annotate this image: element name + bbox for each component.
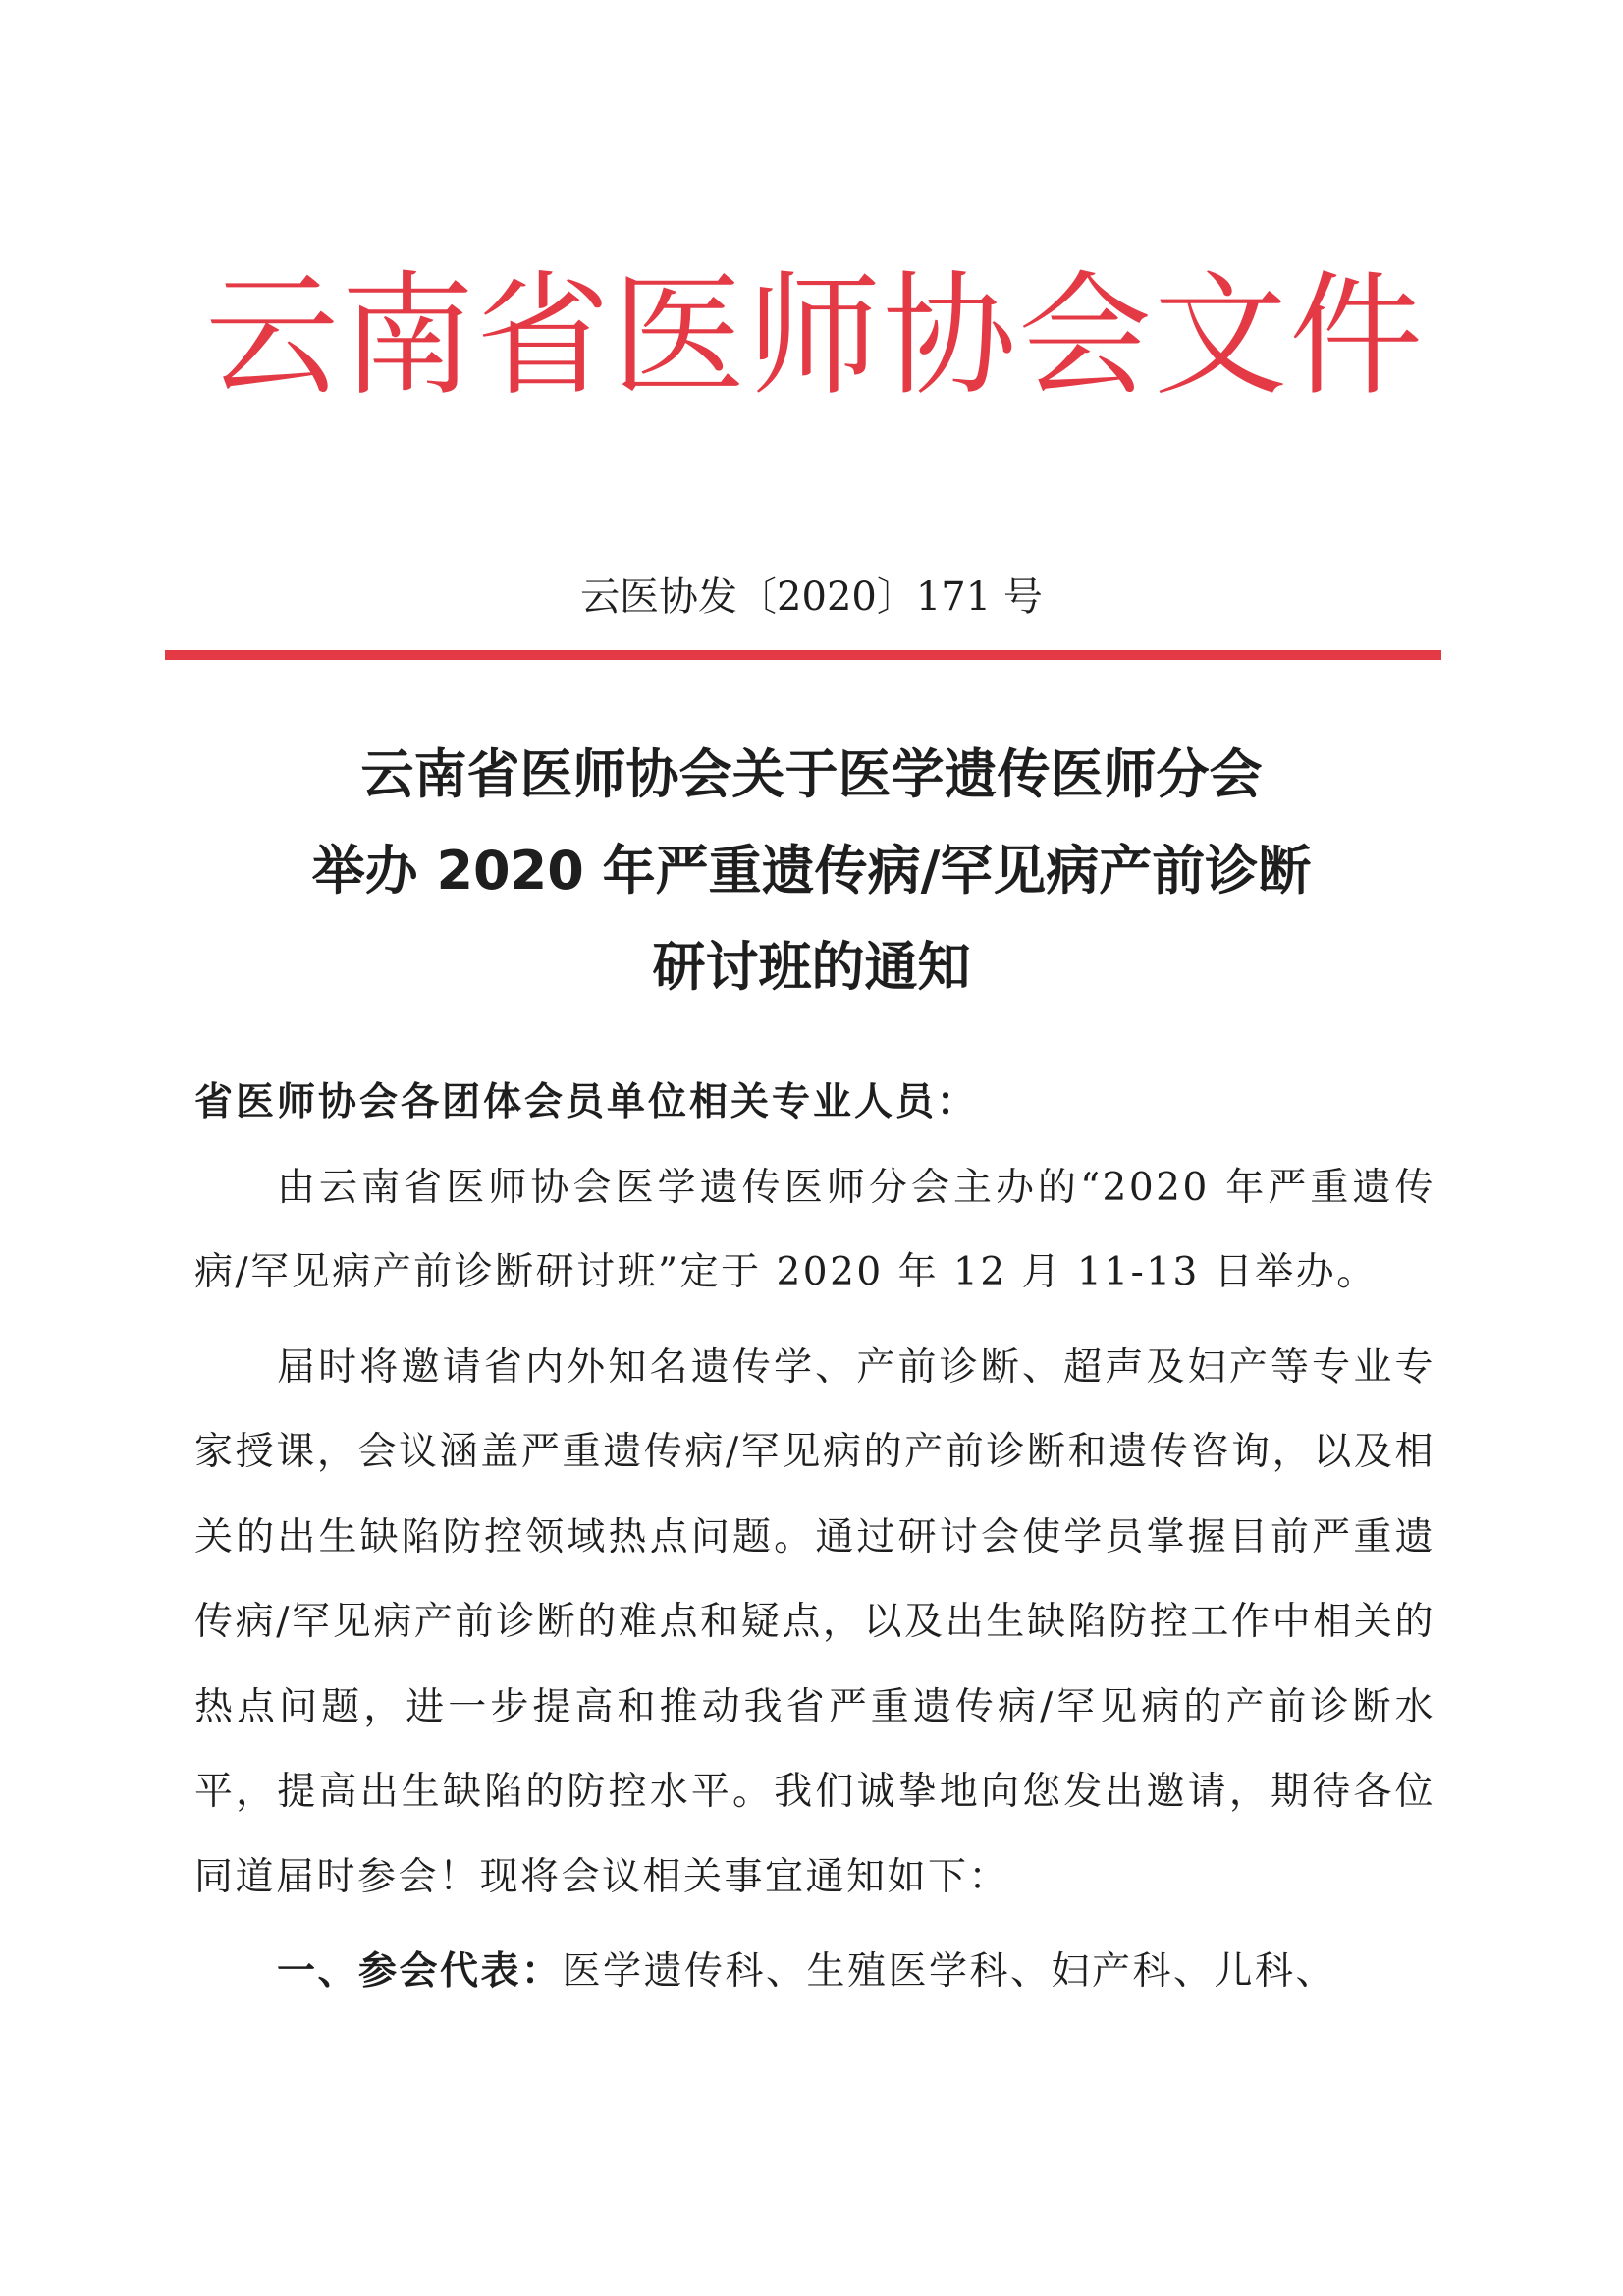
paragraph-2: 届时将邀请省内外知名遗传学、产前诊断、超声及妇产等专业专家授课，会议涵盖严重遗传病/罕见病的产前诊断和遗传咨询，以及相关的出生缺陷防控领域热点问题。通过研讨会使学员掌握目前严重遗传病/罕见病产前诊断的难点和疑点，以及出生缺陷防控工作中相关的热点问题，进一步提高和推动我省严重遗传病/罕见病的产前诊断水平，提高出生缺陷的防控水平。我们诚挚地向您发出邀请，期待各位同道届时参会！现将会议相关事宜通知如下：: [194, 1344, 1435, 1899]
section-1-heading: 一、参会代表：: [277, 1949, 563, 1994]
document-number: 云医协发〔2020〕171 号: [580, 574, 1043, 620]
title-line-3: 研讨班的通知: [652, 936, 971, 998]
org-header-title: 云南省医师协会文件: [205, 259, 1425, 414]
title-line-1: 云南省医师协会关于医学遗传医师分会: [360, 743, 1263, 805]
salutation: 省医师协会各团体会员单位相关专业人员：: [194, 1080, 979, 1124]
title-line-2: 举办 2020 年严重遗传病/罕见病产前诊断: [311, 840, 1312, 902]
paragraph-1: 由云南省医师协会医学遗传医师分会主办的“2020 年严重遗传病/罕见病产前诊断研讨班”定于 2020 年 12 月 11-13 日举办。: [194, 1165, 1435, 1294]
section-1-text: 医学遗传科、生殖医学科、妇产科、儿科、: [562, 1949, 1337, 1994]
document-title: [0, 727, 1623, 1015]
red-divider-rule: [165, 650, 1441, 660]
document-body: [194, 1061, 1435, 2015]
section-1: [194, 1930, 1435, 2015]
